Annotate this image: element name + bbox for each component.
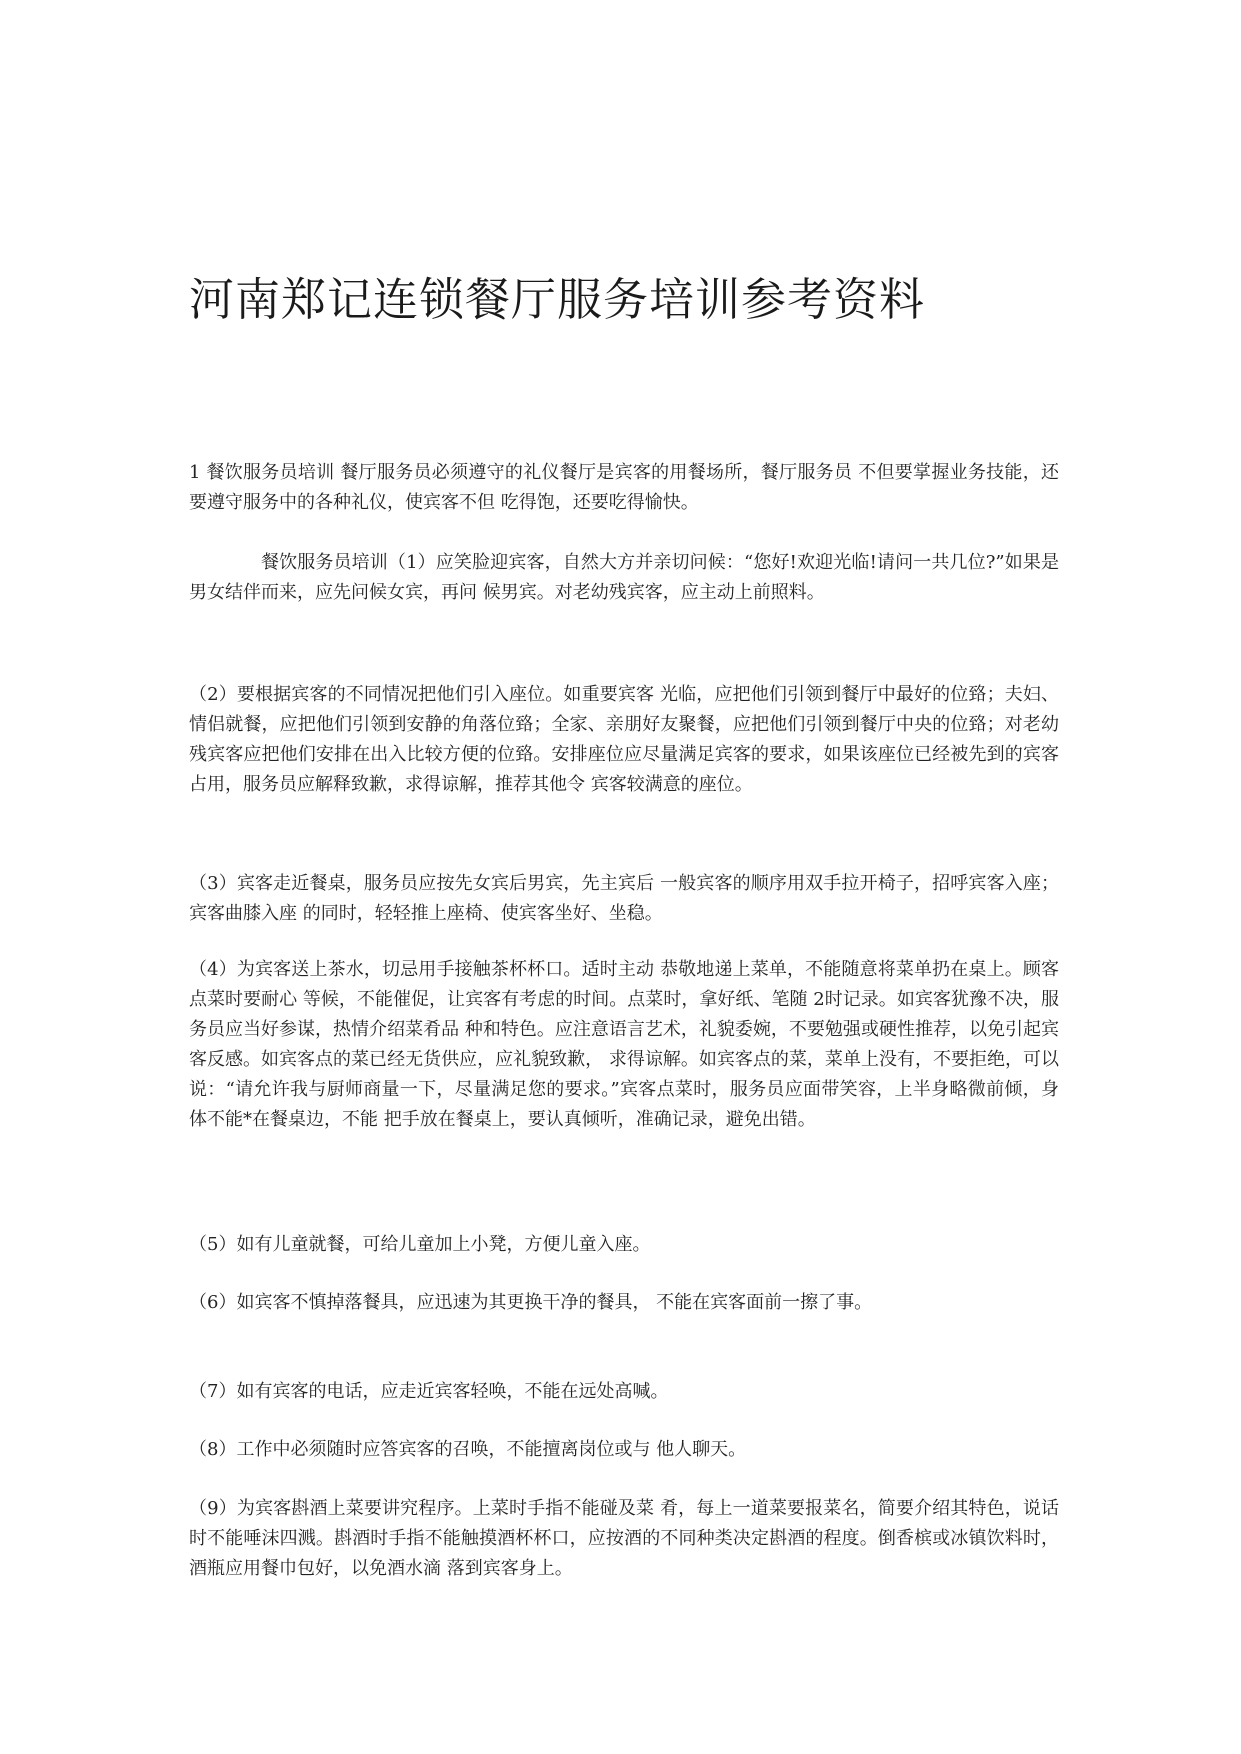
paragraph-rule-7: （7）如有宾客的电话，应走近宾客轻唤，不能在远处高喊。: [189, 1381, 669, 1402]
paragraph-rule-6: （6）如宾客不慎掉落餐具，应迅速为其更换干净的餐具， 不能在宾客面前一擦了事。: [189, 1292, 873, 1313]
paragraph-rule-1: 餐饮服务员培训（1）应笑脸迎宾客，自然大方并亲切问候：“您好!欢迎光临!请问一共几位?”如果是男女结伴而来，应先问候女宾，再问 候男宾。对老幼残宾客，应主动上前照料。: [189, 552, 1059, 603]
paragraph-rule-2: （2）要根据宾客的不同情况把他们引入座位。如重要宾客 光临，应把他们引领到餐厅中最好的位臵；夫妇、情侣就餐，应把他们引领到安静的角落位臵；全家、亲朋好友聚餐，应把他们引领到餐厅中央的位臵；对老幼残宾客应把他们安排在出入比较方便的位臵。安排座位应尽量满足宾客的要求，如果该座位已经被先到的宾客占用，服务员应解释致歉，求得谅解，推荐其他令 宾客较满意的座位。: [189, 684, 1059, 795]
paragraph-rule-8: （8）工作中必须随时应答宾客的召唤，不能擅离岗位或与 他人聊天。: [189, 1439, 747, 1460]
paragraph-intro: 1 餐饮服务员培训 餐厅服务员必须遵守的礼仪餐厅是宾客的用餐场所，餐厅服务员 不但要掌握业务技能，还要遵守服务中的各种礼仪，使宾客不但 吃得饱，还要吃得愉快。: [189, 462, 1059, 513]
paragraph-rule-3: （3）宾客走近餐桌，服务员应按先女宾后男宾，先主宾后 一般宾客的顺序用双手拉开椅子，招呼宾客入座；宾客曲膝入座 的同时，轻轻推上座椅、使宾客坐好、坐稳。: [189, 873, 1059, 924]
document-title: 河南郑记连锁餐厅服务培训参考资料: [189, 273, 926, 326]
paragraph-rule-4: （4）为宾客送上茶水，切忌用手接触茶杯杯口。适时主动 恭敬地递上菜单，不能随意将菜单扔在桌上。顾客点菜时要耐心 等候，不能催促，让宾客有考虑的时间。点菜时，拿好纸、笔随 2时记录。如宾客犹豫不决，服务员应当好参谋，热情介绍菜肴品 种和特色。应注意语言艺术，礼貌委婉，不要勉强或硬性推荐，以免引起宾客反感。如宾客点的菜已经无货供应，应礼貌致歉， 求得谅解。如宾客点的菜，菜单上没有，不要拒绝，可以说：“请允许我与厨师商量一下，尽量满足您的要求。”宾客点菜时，服务员应面带笑容，上半身略微前倾，身体不能*在餐桌边，不能 把手放在餐桌上，要认真倾听，准确记录，避免出错。: [189, 959, 1059, 1130]
paragraph-rule-9: （9）为宾客斟酒上菜要讲究程序。上菜时手指不能碰及菜 肴，每上一道菜要报菜名，简要介绍其特色，说话时不能唾沫四溅。斟酒时手指不能触摸酒杯杯口，应按酒的不同种类决定斟酒的程度。倒香槟或冰镇饮料时，酒瓶应用餐巾包好，以免酒水滴 落到宾客身上。: [189, 1498, 1059, 1579]
paragraph-rule-5: （5）如有儿童就餐，可给儿童加上小凳，方便儿童入座。: [189, 1234, 651, 1255]
